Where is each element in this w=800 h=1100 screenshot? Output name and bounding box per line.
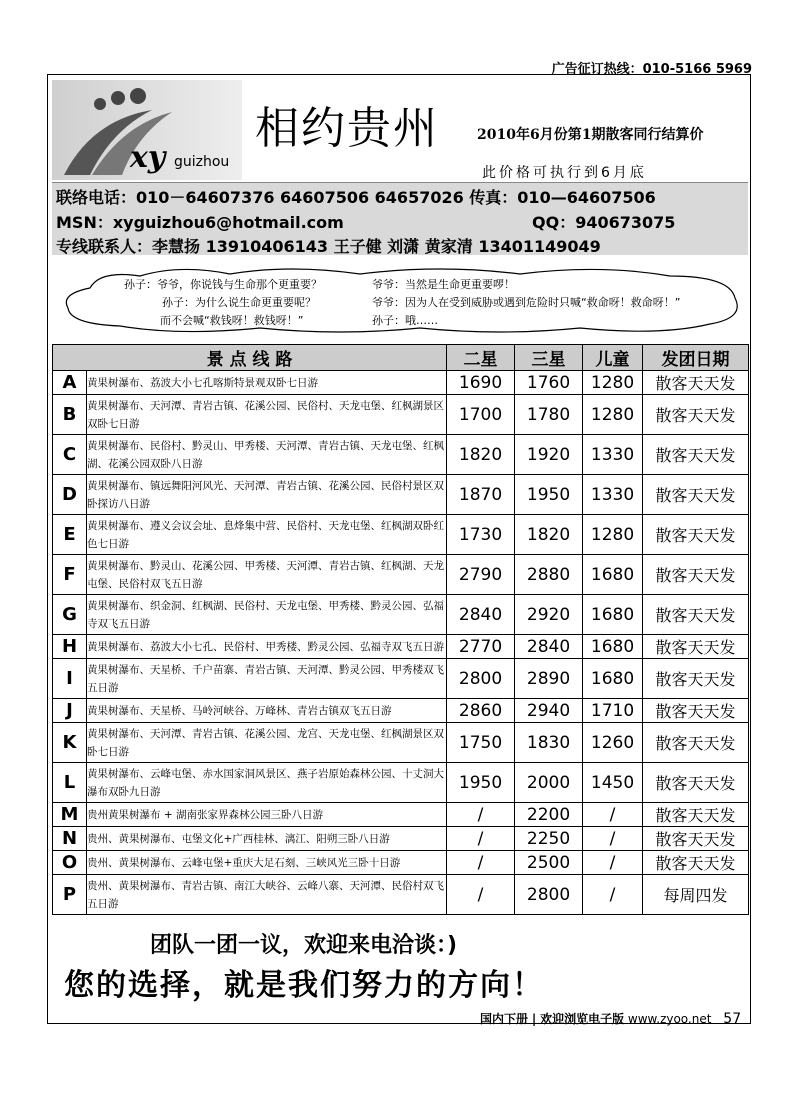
table-row [53,435,749,475]
price-two-star: 2790 [447,555,515,595]
table-row [53,595,749,635]
table-row [53,803,749,827]
route-description: 黄果树瀑布、天星桥、马岭河峡谷、万峰林、青岩古镇双飞五日游 [87,699,447,723]
departure-schedule: 每周四发 [643,875,749,915]
table-row [53,875,749,915]
departure-schedule: 散客天天发 [643,555,749,595]
header-three-star: 三星 [515,345,583,371]
dialogue-line-2: 爷爷：当然是生命更重要啰！ [372,278,515,291]
route-code: A [53,371,87,395]
price-three-star: 1950 [515,475,583,515]
route-code: N [53,827,87,851]
dialogue-line-6: 孙子：哦…… [372,314,438,327]
route-description: 黄果树瀑布、荔波大小七孔喀斯特景观双卧七日游 [87,371,447,395]
price-two-star: 2770 [447,635,515,659]
price-two-star: / [447,803,515,827]
price-child: 1280 [583,371,643,395]
table-row [53,827,749,851]
header-child: 儿童 [583,345,643,371]
departure-schedule: 散客天天发 [643,699,749,723]
departure-schedule: 散客天天发 [643,803,749,827]
price-two-star: 2840 [447,595,515,635]
route-description: 黄果树瀑布、镇远舞阳河风光、天河潭、青岩古镇、花溪公园、民俗村景区双卧探访八日游 [87,475,447,515]
table-header-row [53,345,749,371]
price-three-star: 2250 [515,827,583,851]
price-two-star: 1690 [447,371,515,395]
logo-text: xy [130,140,166,175]
table-row [53,371,749,395]
route-code: L [53,763,87,803]
table-row [53,475,749,515]
validity-note: 此价格可执行到6月底 [482,165,647,181]
page-footer [480,1010,741,1027]
departure-schedule: 散客天天发 [643,435,749,475]
table-row [53,395,749,435]
dialogue-line-4: 爷爷：因为人在受到威胁或遇到危险时只喊“救命呀！救命呀！” [372,296,681,309]
price-three-star: 2500 [515,851,583,875]
route-code: I [53,659,87,699]
price-child: 1680 [583,555,643,595]
price-two-star: 2860 [447,699,515,723]
departure-schedule: 散客天天发 [643,659,749,699]
price-child: / [583,851,643,875]
dialogue-line-1: 孙子：爷爷，你说钱与生命那个更重要？ [124,278,322,291]
price-three-star: 2880 [515,555,583,595]
page-number: 57 [723,1011,742,1027]
footer-separator: | [531,1012,537,1026]
route-description: 黄果树瀑布、天河潭、青岩古镇、花溪公园、民俗村、天龙屯堡、红枫湖景区双卧七日游 [87,395,447,435]
route-code: H [53,635,87,659]
route-code: C [53,435,87,475]
table-row [53,699,749,723]
price-two-star: 1700 [447,395,515,435]
route-description: 贵州、黄果树瀑布、屯堡文化+广西桂林、漓江、阳朔三卧八日游 [87,827,447,851]
departure-schedule: 散客天天发 [643,723,749,763]
page-subtitle: 2010年6月份第1期散客同行结算价 [477,127,704,143]
table-row [53,763,749,803]
contact-qq: QQ：940673075 [532,213,676,232]
price-child: 1710 [583,699,643,723]
dialogue-cloud [60,268,745,336]
price-two-star: 1730 [447,515,515,555]
departure-schedule: 散客天天发 [643,635,749,659]
departure-schedule: 散客天天发 [643,515,749,555]
price-three-star: 1760 [515,371,583,395]
table-row [53,723,749,763]
price-child: 1330 [583,475,643,515]
route-code: J [53,699,87,723]
route-code: F [53,555,87,595]
price-child: 1330 [583,435,643,475]
departure-schedule: 散客天天发 [643,827,749,851]
price-three-star: 2940 [515,699,583,723]
dialogue-line-3: 孙子：为什么说生命更重要呢？ [162,296,316,309]
price-two-star: 1820 [447,435,515,475]
page-title: 相约贵州 [255,103,439,154]
route-description: 黄果树瀑布、天星桥、千户苗寨、青岩古镇、天河潭、黔灵公园、甲秀楼双飞五日游 [87,659,447,699]
table-row [53,555,749,595]
route-description: 黄果树瀑布、遵义会议会址、息烽集中营、民俗村、天龙屯堡、红枫湖双卧红色七日游 [87,515,447,555]
logo-subtext: guizhou [174,154,230,170]
price-child: / [583,875,643,915]
price-three-star: 2920 [515,595,583,635]
price-three-star: 1830 [515,723,583,763]
price-three-star: 2000 [515,763,583,803]
route-code: E [53,515,87,555]
team-note: 团队一团一议，欢迎来电洽谈：) [150,933,458,958]
departure-schedule: 散客天天发 [643,475,749,515]
price-two-star: 1950 [447,763,515,803]
route-code: P [53,875,87,915]
route-description: 黄果树瀑布、荔波大小七孔、民俗村、甲秀楼、黔灵公园、弘福寺双飞五日游 [87,635,447,659]
price-two-star: / [447,851,515,875]
route-description: 黄果树瀑布、云峰屯堡、赤水国家洞风景区、燕子岩原始森林公园、十丈洞大瀑布双卧九日游 [87,763,447,803]
route-code: O [53,851,87,875]
price-two-star: / [447,827,515,851]
route-description: 贵州黄果树瀑布 + 湖南张家界森林公园三卧八日游 [87,803,447,827]
slogan: 您的选择，就是我们努力的方向！ [64,968,544,1003]
price-three-star: 1920 [515,435,583,475]
route-description: 黄果树瀑布、天河潭、青岩古镇、花溪公园、龙宫、天龙屯堡、红枫湖景区双卧七日游 [87,723,447,763]
price-child: 1280 [583,515,643,555]
route-code: K [53,723,87,763]
price-child: 1450 [583,763,643,803]
route-description: 黄果树瀑布、黔灵山、花溪公园、甲秀楼、天河潭、青岩古镇、红枫湖、天龙屯堡、民俗村双飞五日游 [87,555,447,595]
contact-phone: 联络电话：010－64607376 64607506 64657026 传真：010—64607506 [56,188,656,207]
contact-msn: MSN：xyguizhou6@hotmail.com [56,213,344,232]
departure-schedule: 散客天天发 [643,595,749,635]
route-code: M [53,803,87,827]
route-description: 贵州、黄果树瀑布、云峰屯堡+重庆大足石刻、三峡风光三卧十日游 [87,851,447,875]
price-child: 1680 [583,635,643,659]
price-three-star: 2800 [515,875,583,915]
departure-schedule: 散客天天发 [643,371,749,395]
contact-people: 专线联系人：李慧扬 13910406143 王子健 刘潇 黄家清 13401149049 [56,237,601,256]
price-child: / [583,827,643,851]
price-three-star: 1780 [515,395,583,435]
routes-body [53,371,749,915]
header-route: 景 点 线 路 [53,345,447,371]
price-child: 1680 [583,659,643,699]
departure-schedule: 散客天天发 [643,395,749,435]
price-child: 1280 [583,395,643,435]
table-row [53,659,749,699]
route-code: G [53,595,87,635]
departure-schedule: 散客天天发 [643,851,749,875]
price-three-star: 2200 [515,803,583,827]
price-three-star: 2840 [515,635,583,659]
table-row [53,515,749,555]
price-child: / [583,803,643,827]
header-departure: 发团日期 [643,345,749,371]
route-code: B [53,395,87,435]
price-two-star: 1870 [447,475,515,515]
dialogue-line-5: 而不会喊“救钱呀！救钱呀！” [160,314,304,327]
route-code: D [53,475,87,515]
ad-hotline: 广告征订热线：010-5166 5969 [551,62,752,77]
contact-panel [52,182,748,255]
price-two-star: / [447,875,515,915]
route-description: 黄果树瀑布、民俗村、黔灵山、甲秀楼、天河潭、青岩古镇、天龙屯堡、红枫湖、花溪公园双卧八日游 [87,435,447,475]
price-child: 1260 [583,723,643,763]
footer-promo: 欢迎浏览电子版 [540,1012,625,1026]
routes-table [52,344,749,915]
price-two-star: 2800 [447,659,515,699]
header-two-star: 二星 [447,345,515,371]
footer-section: 国内下册 [480,1012,529,1026]
footer-url[interactable]: www.zyoo.net [627,1012,712,1026]
route-description: 黄果树瀑布、织金洞、红枫湖、民俗村、天龙屯堡、甲秀楼、黔灵公园、弘福寺双飞五日游 [87,595,447,635]
route-description: 贵州、黄果树瀑布、青岩古镇、南江大峡谷、云峰八寨、天河潭、民俗村双飞五日游 [87,875,447,915]
price-child: 1680 [583,595,643,635]
logo [52,80,242,180]
table-row [53,851,749,875]
price-three-star: 1820 [515,515,583,555]
price-two-star: 1750 [447,723,515,763]
departure-schedule: 散客天天发 [643,763,749,803]
table-row [53,635,749,659]
price-three-star: 2890 [515,659,583,699]
